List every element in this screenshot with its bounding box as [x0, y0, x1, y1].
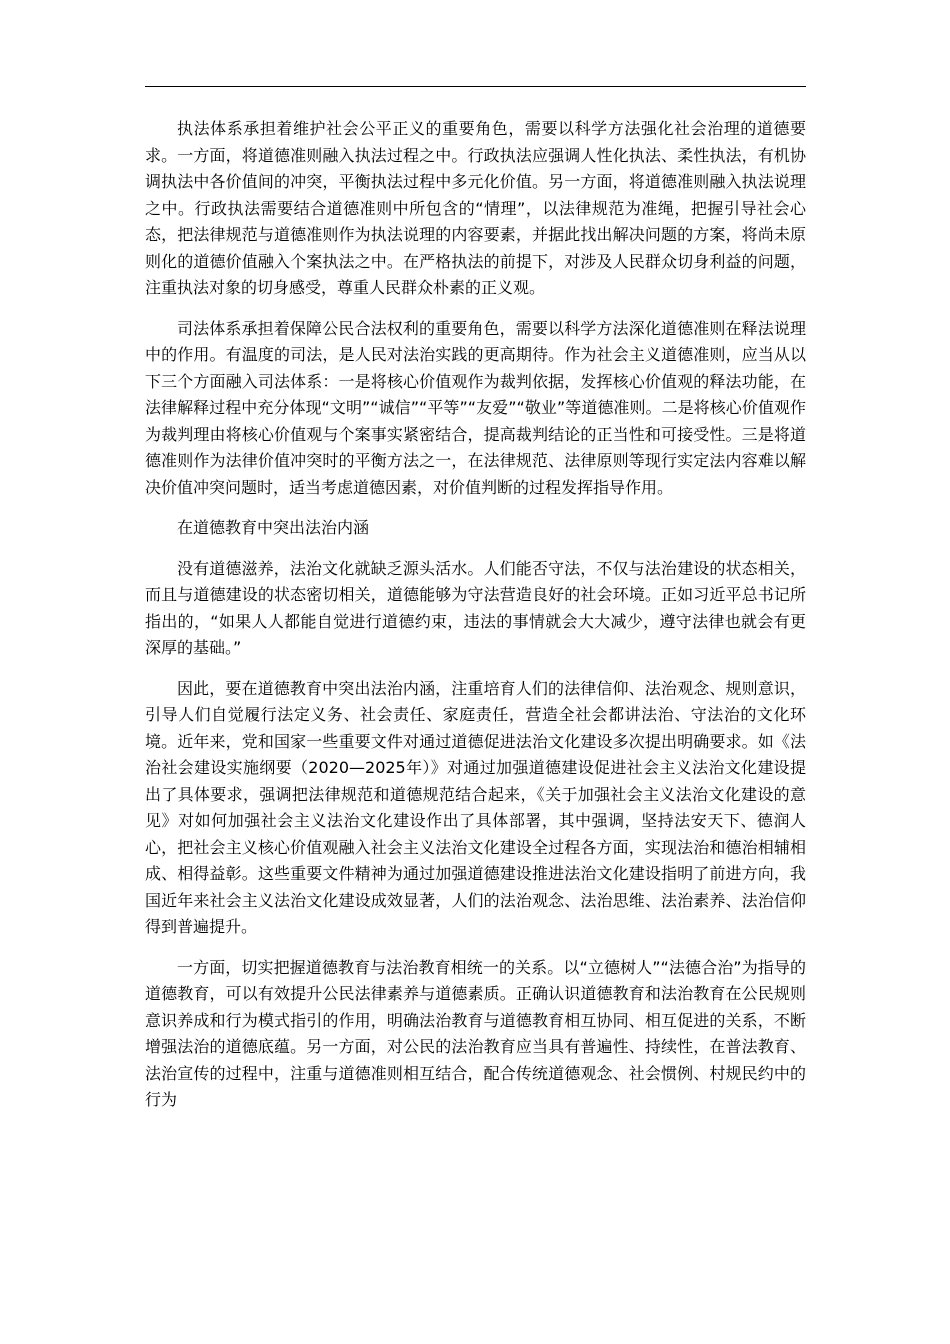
paragraph-on-one-hand: 一方面，切实把握道德教育与法治教育相统一的关系。以“立德树人”“法德合治”为指导的道德教育，可以有效提升公民法律素养与道德素质。正确认识道德教育和法治教育在公民规则意识养成和行为模式指引的作用，明确法治教育与道德教育相互协同、相互促进的关系，不断增强法治的道德底蕴。另一方面，对公民的法治教育应当具有普遍性、持续性，在普法教育、法治宣传的过程中，注重与道德准则相互结合，配合传统道德观念、社会惯例、村规民约中的行为: [145, 957, 806, 1109]
section-heading: 在道德教育中突出法治内涵: [177, 518, 370, 537]
paragraph-moral-nourishment: 没有道德滋养，法治文化就缺乏源头活水。人们能否守法，不仅与法治建设的状态相关，而且与道德建设的状态密切相关，道德能够为守法营造良好的社会环境。正如习近平总书记所指出的，“如果人人都能自觉进行道德约束，违法的事情就会大大减少，遵守法律也就会有更深厚的基础。”: [145, 558, 806, 657]
header-rule: [145, 86, 806, 87]
paragraph-law-enforcement: 执法体系承担着维护社会公平正义的重要角色，需要以科学方法强化社会治理的道德要求。一方面，将道德准则融入执法过程之中。行政执法应强调人性化执法、柔性执法，有机协调执法中各价值间的冲突，平衡执法过程中多元化价值。另一方面，将道德准则融入执法说理之中。行政执法需要结合道德准则中所包含的“情理”，以法律规范为准绳，把握引导社会心态，把法律规范与道德准则作为执法说理的内容要素，并据此找出解决问题的方案，将尚未原则化的道德价值融入个案执法之中。在严格执法的前提下，对涉及人民群众切身利益的问题，注重执法对象的切身感受，尊重人民群众朴素的正义观。: [145, 119, 806, 297]
paragraph-therefore: 因此，要在道德教育中突出法治内涵，注重培育人们的法律信仰、法治观念、规则意识，引导人们自觉履行法定义务、社会责任、家庭责任，营造全社会都讲法治、守法治的文化环境。近年来，党和国家一些重要文件对通过道德促进法治文化建设多次提出明确要求。如《法治社会建设实施纲要（2020—2025年）》对通过加强道德建设促进社会主义法治文化建设提出了具体要求，强调把法律规范和道德规范结合起来，《关于加强社会主义法治文化建设的意见》对如何加强社会主义法治文化建设作出了具体部署，其中强调，坚持法安天下、德润人心，把社会主义核心价值观融入社会主义法治文化建设全过程各方面，实现法治和德治相辅相成、相得益彰。这些重要文件精神为通过加强道德建设推进法治文化建设指明了前进方向，我国近年来社会主义法治文化建设成效显著，人们的法治观念、法治思维、法治素养、法治信仰得到普遍提升。: [145, 678, 806, 936]
document-body: [145, 116, 806, 1128]
paragraph-judicial-system: 司法体系承担着保障公民合法权利的重要角色，需要以科学方法深化道德准则在释法说理中的作用。有温度的司法，是人民对法治实践的更高期待。作为社会主义道德准则，应当从以下三个方面融入司法体系：一是将核心价值观作为裁判依据，发挥核心价值观的释法功能，在法律解释过程中充分体现“文明”“诚信”“平等”“友爱”“敬业”等道德准则。二是将核心价值观作为裁判理由将核心价值观与个案事实紧密结合，提高裁判结论的正当性和可接受性。三是将道德准则作为法律价值冲突时的平衡方法之一，在法律规范、法律原则等现行实定法内容难以解决价值冲突问题时，适当考虑道德因素，对价值判断的过程发挥指导作用。: [145, 318, 806, 497]
